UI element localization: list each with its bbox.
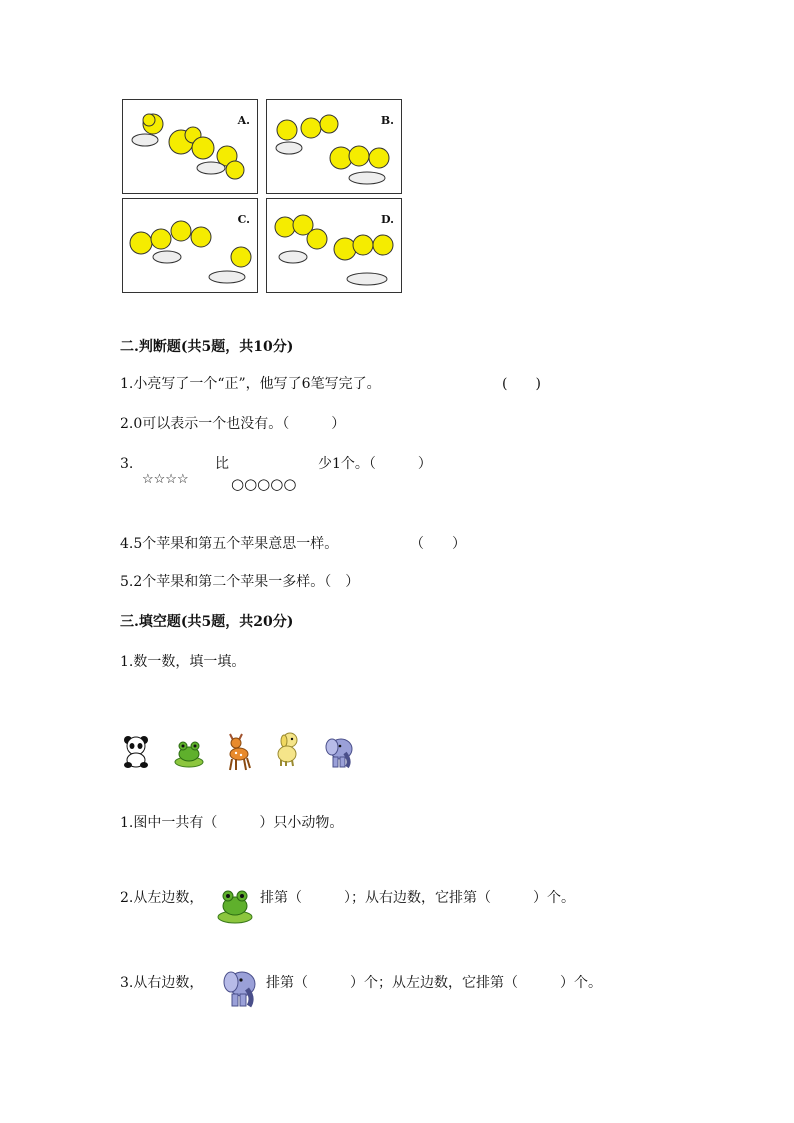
frog-icon (173, 737, 205, 769)
question-text: 2.0可以表示一个也没有。（ ） (120, 416, 346, 432)
question-text: 1.图中一共有（ ）只小动物。 (120, 815, 344, 831)
circles-group: ○○○○○ (231, 475, 297, 493)
elephant-icon (323, 733, 357, 771)
picture-panel-c (122, 198, 258, 293)
question-text: 5.2个苹果和第二个苹果一多样。（ ） (120, 574, 360, 590)
question-text: 4.5个苹果和第五个苹果意思一样。 (120, 536, 339, 552)
section-title: 三.填空题(共5题，共20分) (120, 614, 294, 630)
panel-label: C. (237, 213, 250, 226)
dog-icon (272, 730, 302, 768)
picture-panel-a (122, 99, 258, 194)
panel-label: A. (237, 114, 250, 127)
question-number: 3. (120, 456, 134, 472)
picture-panel-b (266, 99, 402, 194)
question-text: 排第（ ）；从右边数，它排第（ ）个。 (260, 890, 575, 906)
question-text: 排第（ ）个；从左边数，它排第（ ）个。 (266, 975, 602, 991)
question-text: 3.从右边数， (120, 975, 204, 991)
question-text: 1.数一数，填一填。 (120, 654, 246, 670)
answer-paren[interactable]: ( ) (502, 376, 541, 392)
deer-icon (222, 730, 254, 772)
frog-icon (216, 885, 254, 925)
question-text: 少1个。（ ） (318, 456, 432, 472)
picture-panel-d (266, 198, 402, 293)
section-title: 二.判断题(共5题，共10分) (120, 339, 294, 355)
question-text: 2.从左边数， (120, 890, 204, 906)
panel-label: B. (380, 114, 394, 127)
panda-icon (120, 733, 152, 769)
stars-group: ☆☆☆☆ (142, 472, 189, 487)
panel-label: D. (381, 213, 394, 226)
compare-word: 比 (215, 456, 229, 472)
answer-paren[interactable]: （ ） (410, 536, 466, 552)
elephant-icon (221, 965, 261, 1011)
question-text: 1.小亮写了一个“正”，他写了6笔写完了。 (120, 376, 381, 392)
